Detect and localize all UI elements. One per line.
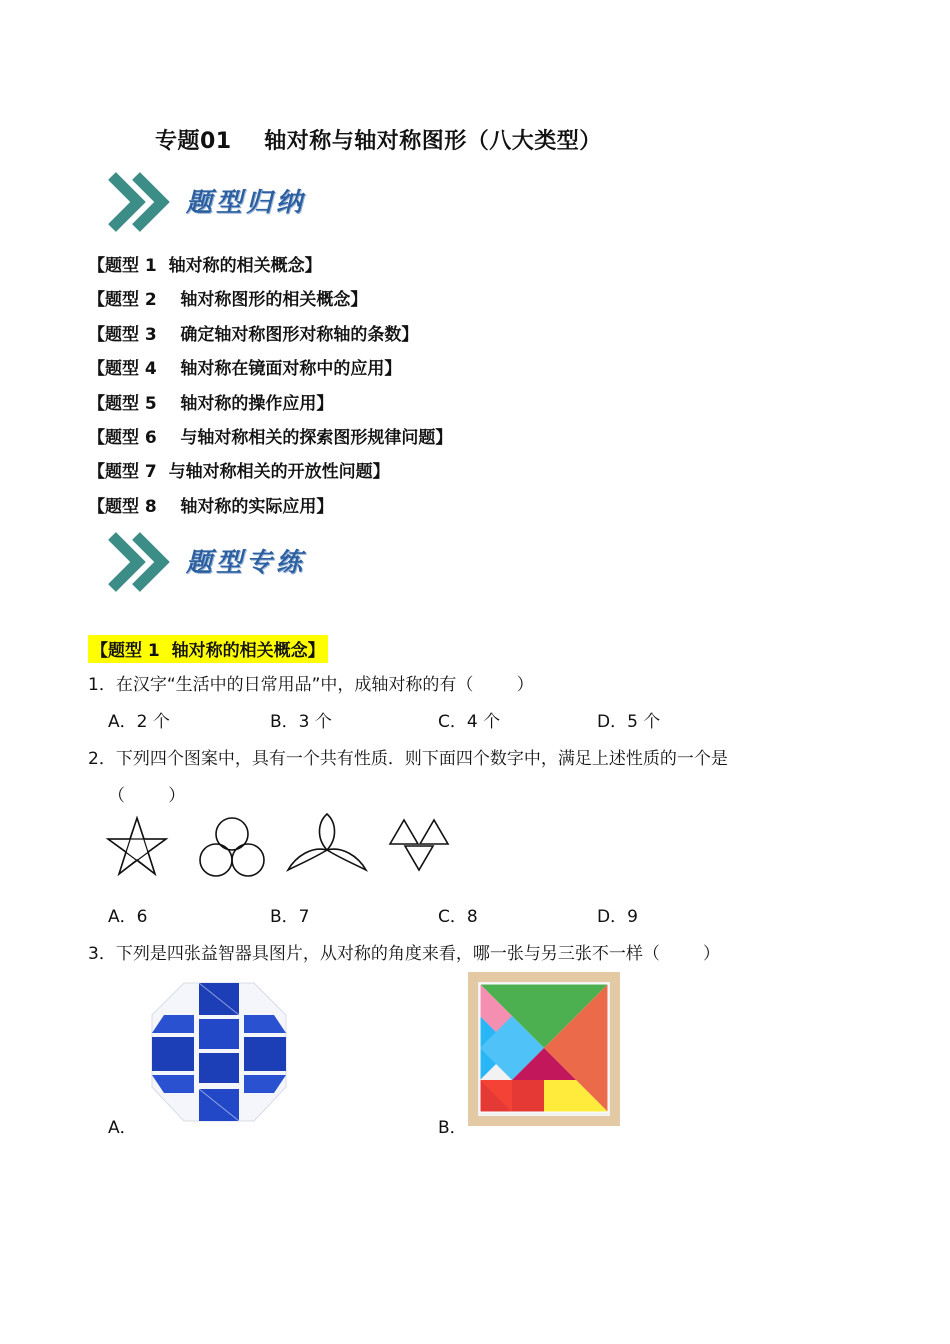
banner-practice [106, 530, 366, 594]
toc-item-2[interactable]: 【题型 2 轴对称图形的相关概念】 [88, 290, 368, 310]
question-3-stem: 3．下列是四张益智器具图片，从对称的角度来看，哪一张与另三张不一样（ ） [88, 944, 721, 964]
banner-summary-label: 题型归纳 [186, 188, 307, 218]
toc-item-5[interactable]: 【题型 5 轴对称的操作应用】 [88, 394, 334, 414]
q2-option-a[interactable]: A．6 [108, 907, 148, 927]
question-1-stem: 1．在汉字“生活中的日常用品”中，成轴对称的有（ ） [88, 675, 534, 695]
toc-item-3[interactable]: 【题型 3 确定轴对称图形对称轴的条数】 [88, 325, 419, 345]
toc-item-8[interactable]: 【题型 8 轴对称的实际应用】 [88, 497, 334, 517]
banner-summary [106, 170, 366, 234]
question-2-stem: 2．下列四个图案中，具有一个共有性质．则下面四个数字中，满足上述性质的一个是 [88, 749, 728, 769]
three-circles-figure [196, 814, 268, 880]
tangram-puzzle-image [468, 972, 620, 1126]
star-outline-figure [104, 814, 170, 880]
q1-option-c[interactable]: C．4 个 [438, 712, 501, 732]
double-chevron-icon [106, 530, 176, 594]
q1-option-b[interactable]: B．3 个 [270, 712, 332, 732]
toc-item-4[interactable]: 【题型 4 轴对称在镜面对称中的应用】 [88, 359, 402, 379]
q1-option-d[interactable]: D．5 个 [597, 712, 661, 732]
q2-option-c[interactable]: C．8 [438, 907, 478, 927]
double-chevron-icon [106, 170, 176, 234]
three-triangles-figure [386, 816, 452, 876]
banner-practice-label: 题型专练 [186, 548, 307, 578]
toc-item-7[interactable]: 【题型 7 与轴对称相关的开放性问题】 [88, 462, 390, 482]
toc-item-6[interactable]: 【题型 6 与轴对称相关的探索图形规律问题】 [88, 428, 453, 448]
snake-cube-puzzle-image [144, 975, 294, 1127]
q2-option-d[interactable]: D．9 [597, 907, 638, 927]
section-heading: 【题型 1 轴对称的相关概念】 [88, 635, 328, 663]
q1-option-a[interactable]: A．2 个 [108, 712, 170, 732]
toc-item-1[interactable]: 【题型 1 轴对称的相关概念】 [88, 256, 322, 276]
question-2-stem-cont: （ ） [108, 786, 186, 806]
q3-option-b[interactable]: B． [438, 1118, 467, 1138]
q2-option-b[interactable]: B．7 [270, 907, 310, 927]
page-title: 专题01 轴对称与轴对称图形（八大类型） [155, 129, 602, 154]
q3-option-a[interactable]: A． [108, 1118, 137, 1138]
three-petals-figure [286, 812, 368, 880]
